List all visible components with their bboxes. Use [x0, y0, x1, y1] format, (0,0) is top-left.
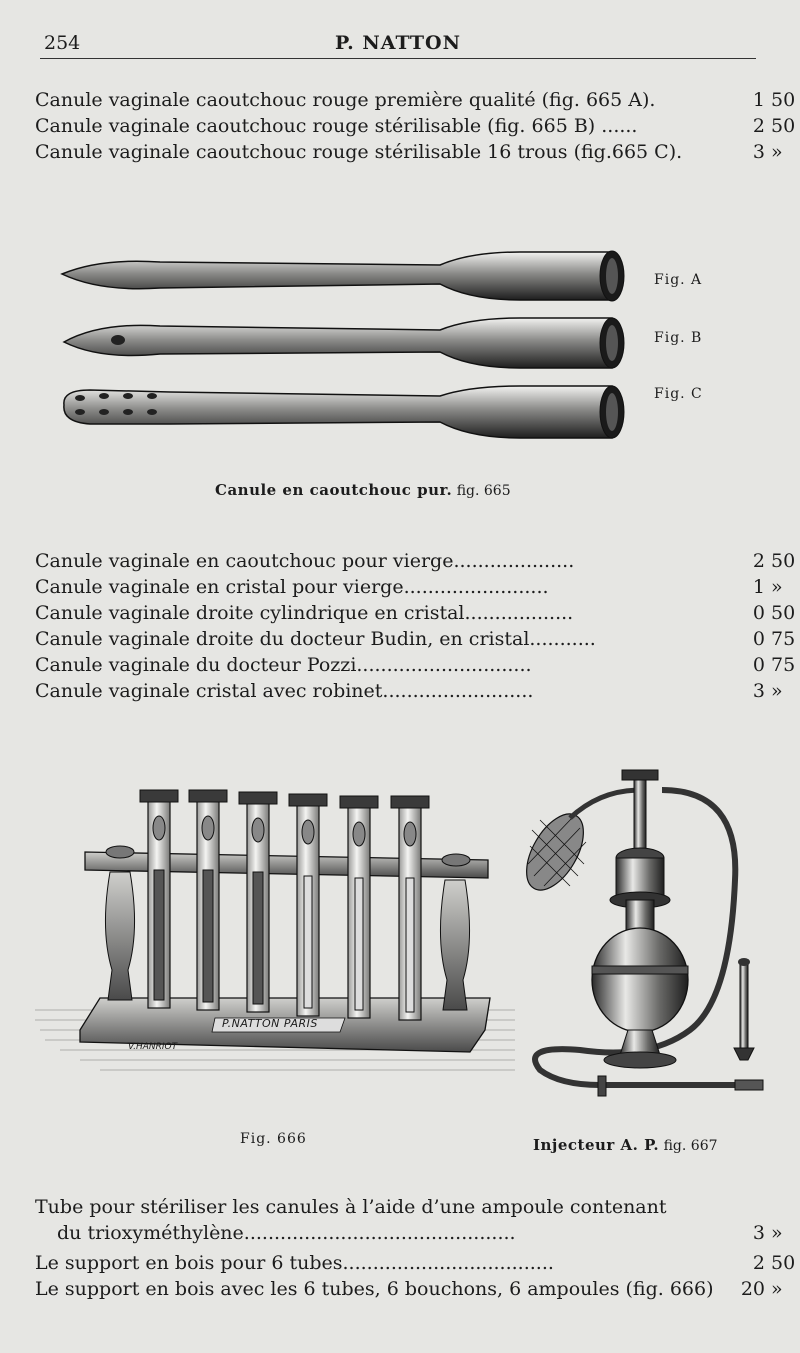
price-centimes: 50: [771, 550, 796, 572]
price-centimes: 75: [771, 628, 796, 650]
item-description: Canule vaginale cristal avec robinet.........................: [35, 680, 534, 702]
price-francs: 3: [752, 1222, 765, 1244]
fig-c-label: Fig. C: [654, 386, 703, 402]
price-row: [35, 1222, 783, 1248]
price-centimes: 50: [771, 115, 796, 137]
fig-b-label: Fig. B: [654, 330, 703, 346]
price-francs: 1: [752, 576, 765, 598]
fig-a-label: Fig. A: [654, 272, 703, 288]
price-centimes: 50: [771, 602, 796, 624]
caption-title: Canule en caoutchouc pur.: [215, 481, 453, 499]
item-description: Canule vaginale du docteur Pozzi.............................: [35, 654, 532, 676]
price-francs: 3: [752, 141, 765, 163]
item-description: Tube pour stériliser les canules à l’aide d’une ampoule contenant: [35, 1196, 667, 1218]
price-centimes: »: [771, 141, 783, 163]
price-francs: 0: [752, 602, 765, 624]
price-row: [35, 1278, 783, 1304]
price-row: [35, 1196, 775, 1222]
caption-title: Injecteur A. P.: [533, 1136, 660, 1154]
running-title: P. NATTON: [335, 32, 461, 54]
price-centimes: »: [771, 576, 783, 598]
price-francs: 2: [752, 550, 765, 572]
price-centimes: »: [771, 1278, 783, 1300]
item-description: Canule vaginale en cristal pour vierge........................: [35, 576, 549, 598]
page-number: 254: [44, 32, 81, 54]
item-description: du trioxyméthylène.............................................: [57, 1222, 516, 1244]
price-francs: 1: [752, 89, 765, 111]
item-description: Le support en bois avec les 6 tubes, 6 bouchons, 6 ampoules (fig. 666): [35, 1278, 714, 1300]
item-description: Canule vaginale droite cylindrique en cristal..................: [35, 602, 574, 624]
caption-ref: fig. 667: [663, 1138, 718, 1154]
item-description: Le support en bois pour 6 tubes...................................: [35, 1252, 554, 1274]
price-francs: 20: [740, 1278, 765, 1300]
price-centimes: »: [771, 680, 783, 702]
figure-667-caption: [533, 1136, 718, 1154]
item-description: Canule vaginale droite du docteur Budin, en cristal...........: [35, 628, 596, 650]
price-centimes: 50: [771, 89, 796, 111]
figure-666-caption: Fig. 666: [240, 1131, 307, 1147]
price-centimes: »: [771, 1222, 783, 1244]
price-francs: 0: [752, 628, 765, 650]
price-francs: 2: [752, 115, 765, 137]
engraved-maker-mark: P.NATTON PARIS: [222, 1017, 318, 1030]
item-description: Canule vaginale caoutchouc rouge stérilisable (fig. 665 B) ......: [35, 115, 638, 137]
item-description: Canule vaginale en caoutchouc pour vierge....................: [35, 550, 575, 572]
price-francs: 0: [752, 654, 765, 676]
engraver-signature: V.HANRIOT: [128, 1042, 178, 1052]
item-description: Canule vaginale caoutchouc rouge stérilisable 16 trous (fig.665 C).: [35, 141, 683, 163]
price-centimes: 75: [771, 654, 796, 676]
item-description: Canule vaginale caoutchouc rouge première qualité (fig. 665 A).: [35, 89, 656, 111]
price-francs: 3: [752, 680, 765, 702]
price-francs: 2: [752, 1252, 765, 1274]
caption-ref: fig. 665: [456, 483, 511, 499]
price-centimes: 50: [771, 1252, 796, 1274]
price-row: [35, 1252, 796, 1278]
